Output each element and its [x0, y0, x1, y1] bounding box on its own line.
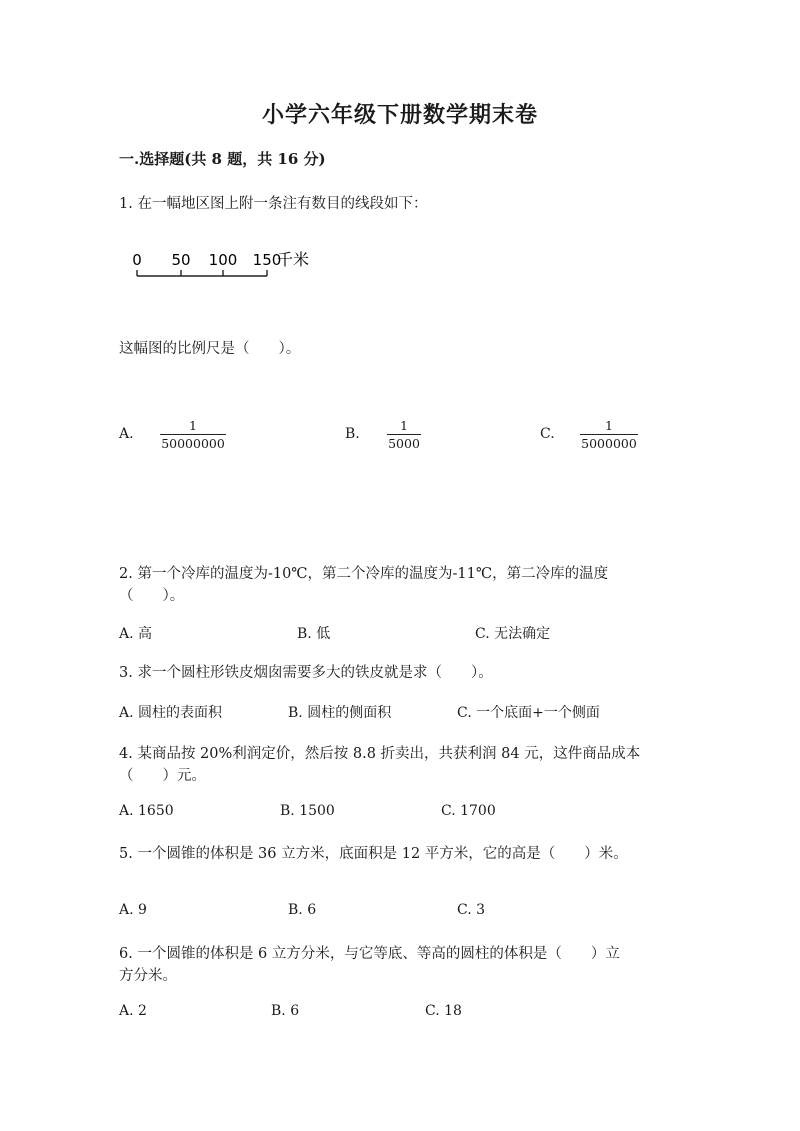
- q6-option-a: A. 2: [119, 1003, 147, 1019]
- q6-option-c: C. 18: [425, 1003, 462, 1019]
- q2-option-c: C. 无法确定: [475, 626, 551, 642]
- fraction-numerator: 1: [189, 418, 197, 433]
- fraction-denominator: 5000000: [581, 436, 637, 451]
- section-heading: 一.选择题(共 8 题，共 16 分): [119, 150, 326, 168]
- scale-unit-label: 千米: [277, 250, 310, 269]
- q5-option-a: A. 9: [119, 902, 147, 918]
- q4-option-c: C. 1700: [441, 803, 496, 819]
- q4-option-b: B. 1500: [280, 803, 335, 819]
- page-title: 小学六年级下册数学期末卷: [261, 102, 538, 128]
- scale-tick-label-100: 100: [208, 251, 238, 269]
- question-4-text-line2: （ ）元。: [119, 768, 206, 784]
- scale-tick-label-150: 150: [252, 251, 282, 269]
- q2-option-b: B. 低: [297, 626, 331, 642]
- q1-option-a-label: A.: [119, 426, 134, 442]
- fraction-numerator: 1: [605, 418, 613, 433]
- fraction-denominator: 50000000: [161, 436, 225, 451]
- question-5-text: 5. 一个圆锥的体积是 36 立方米，底面积是 12 平方米，它的高是（ ）米。: [119, 846, 628, 862]
- q1-option-c-fraction: [580, 419, 638, 451]
- fraction-bar: [580, 434, 638, 435]
- q1-option-b-label: B.: [345, 426, 360, 442]
- fraction-numerator: 1: [400, 418, 408, 433]
- scale-tick-label-0: 0: [132, 251, 142, 269]
- question-6-text-line1: 6. 一个圆锥的体积是 6 立方分米，与它等底、等高的圆柱的体积是（ ）立: [119, 946, 620, 962]
- q3-option-b: B. 圆柱的侧面积: [288, 705, 392, 721]
- question-3-text: 3. 求一个圆柱形铁皮烟囱需要多大的铁皮就是求（ ）。: [119, 665, 493, 681]
- question-4-text-line1: 4. 某商品按 20%利润定价，然后按 8.8 折卖出，共获利润 84 元，这件商品成本: [119, 746, 641, 762]
- question-2-text-line1: 2. 第一个冷库的温度为-10℃，第二个冷库的温度为-11℃，第二冷库的温度: [119, 566, 609, 582]
- scale-bar-figure: [130, 246, 330, 286]
- q2-option-a: A. 高: [119, 626, 153, 642]
- q6-option-b: B. 6: [271, 1003, 300, 1019]
- fraction-bar: [160, 434, 226, 435]
- scale-tick-label-50: 50: [171, 251, 191, 269]
- q4-option-a: A. 1650: [119, 803, 174, 819]
- q1-option-b-fraction: [387, 419, 421, 451]
- question-1-text: 1. 在一幅地区图上附一条注有数目的线段如下：: [119, 196, 428, 212]
- fraction-bar: [387, 434, 421, 435]
- q3-option-c: C. 一个底面+一个侧面: [457, 705, 600, 721]
- fraction-denominator: 5000: [388, 436, 420, 451]
- question-1-subtext: 这幅图的比例尺是（ ）。: [119, 341, 301, 357]
- q5-option-b: B. 6: [288, 902, 317, 918]
- q1-option-a-fraction: [160, 419, 226, 451]
- question-6-text-line2: 方分米。: [119, 968, 177, 984]
- question-2-text-line2: （ ）。: [119, 588, 185, 604]
- q5-option-c: C. 3: [457, 902, 486, 918]
- q1-option-c-label: C.: [540, 426, 555, 442]
- q3-option-a: A. 圆柱的表面积: [119, 705, 223, 721]
